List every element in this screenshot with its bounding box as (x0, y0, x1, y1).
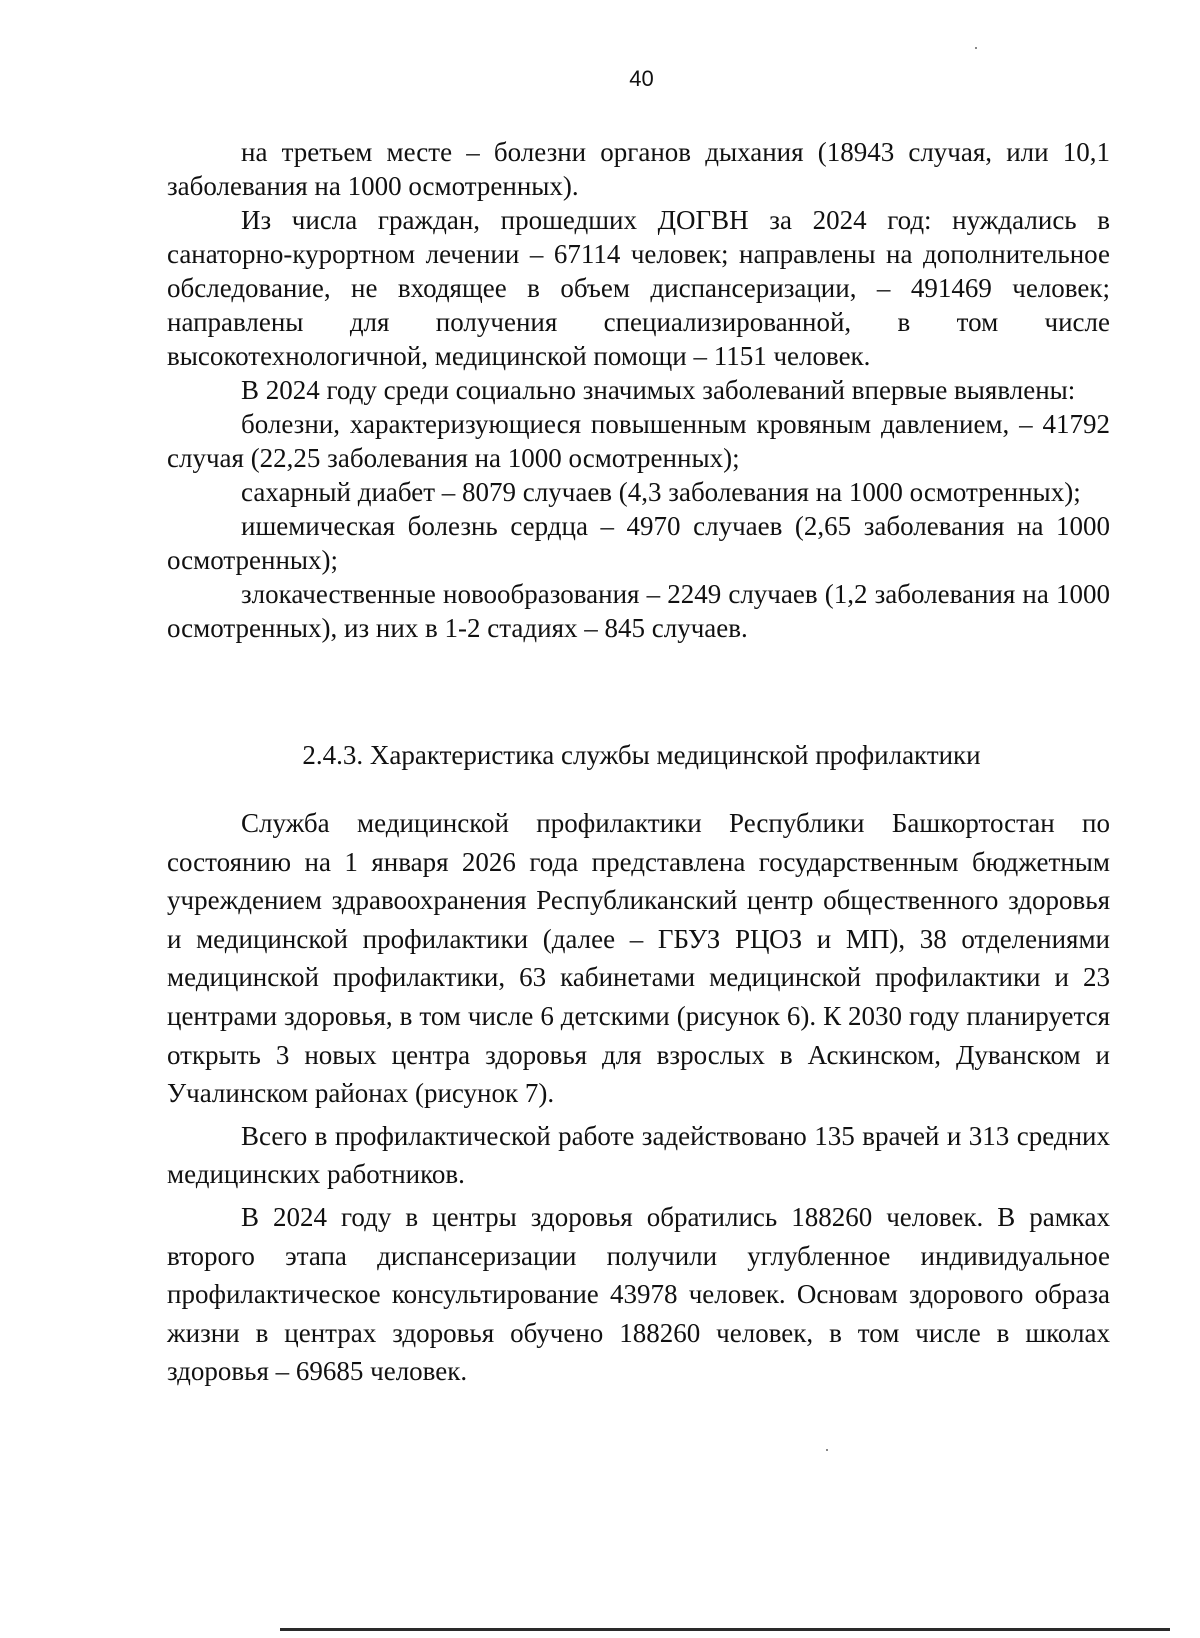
paragraph-prevention-service: Служба медицинской профилактики Республики Башкортостан по состоянию на 1 января 2026 года представлена государственным бюджетным учреждением здравоохранения Республиканский центр общественного здоровья и медицинской профилактики (далее – ГБУЗ РЦОЗ и МП), 38 отделениями медицинской профилактики, 63 кабинетами медицинской профилактики и 23 центрами здоровья, в том числе 6 детскими (рисунок 6). К 2030 году планируется открыть 3 новых центра здоровья для взрослых в Аскинском, Дуванском и Учалинском районах (рисунок 7). (167, 808, 1110, 1109)
paragraph-diabetes: сахарный диабет – 8079 случаев (4,3 заболевания на 1000 осмотренных); (241, 477, 1081, 507)
page-number: 40 (629, 66, 654, 91)
section-heading: 2.4.3. Характеристика службы медицинской профилактики (302, 740, 981, 770)
scan-speck (826, 1449, 828, 1451)
paragraph-hypertension: болезни, характеризующиеся повышенным кровяным давлением, – 41792 случая (22,25 заболевания на 1000 осмотренных); (167, 409, 1110, 473)
body-text-bottom (167, 804, 1110, 1395)
paragraph-ischemic-heart-disease: ишемическая болезнь сердца – 4970 случаев (2,65 заболевания на 1000 осмотренных); (167, 511, 1110, 575)
paragraph-dogvn-results: Из числа граждан, прошедших ДОГВН за 2024 год: нуждались в санаторно-курортном лечении – 67114 человек; направлены на дополнительное обследование, не входящее в объем диспансеризации, – 491469 человек; направлены для получения специализированной, в том числе высокотехнологичной, медицинской помощи – 1151 человек. (167, 205, 1110, 371)
scan-edge-line (280, 1628, 1170, 1631)
paragraph-respiratory-diseases: на третьем месте – болезни органов дыхания (18943 случая, или 10,1 заболевания на 1000 осмотренных). (167, 137, 1110, 201)
paragraph-staff: Всего в профилактической работе задействовано 135 врачей и 313 средних медицинских работников. (167, 1120, 1110, 1190)
body-text-top (167, 135, 1110, 645)
scan-speck (975, 47, 977, 49)
paragraph-health-centers: В 2024 году в центры здоровья обратились 188260 человек. В рамках второго этапа диспансеризации получили углубленное индивидуальное профилактическое консультирование 43978 человек. Основам здорового образа жизни в центрах здоровья обучено 188260 человек, в том числе в школах здоровья – 69685 человек. (167, 1201, 1110, 1387)
paragraph-socially-significant-intro: В 2024 году среди социально значимых заболеваний впервые выявлены: (241, 375, 1076, 405)
paragraph-malignant-neoplasms: злокачественные новообразования – 2249 случаев (1,2 заболевания на 1000 осмотренных), из них в 1-2 стадиях – 845 случаев. (167, 579, 1110, 643)
